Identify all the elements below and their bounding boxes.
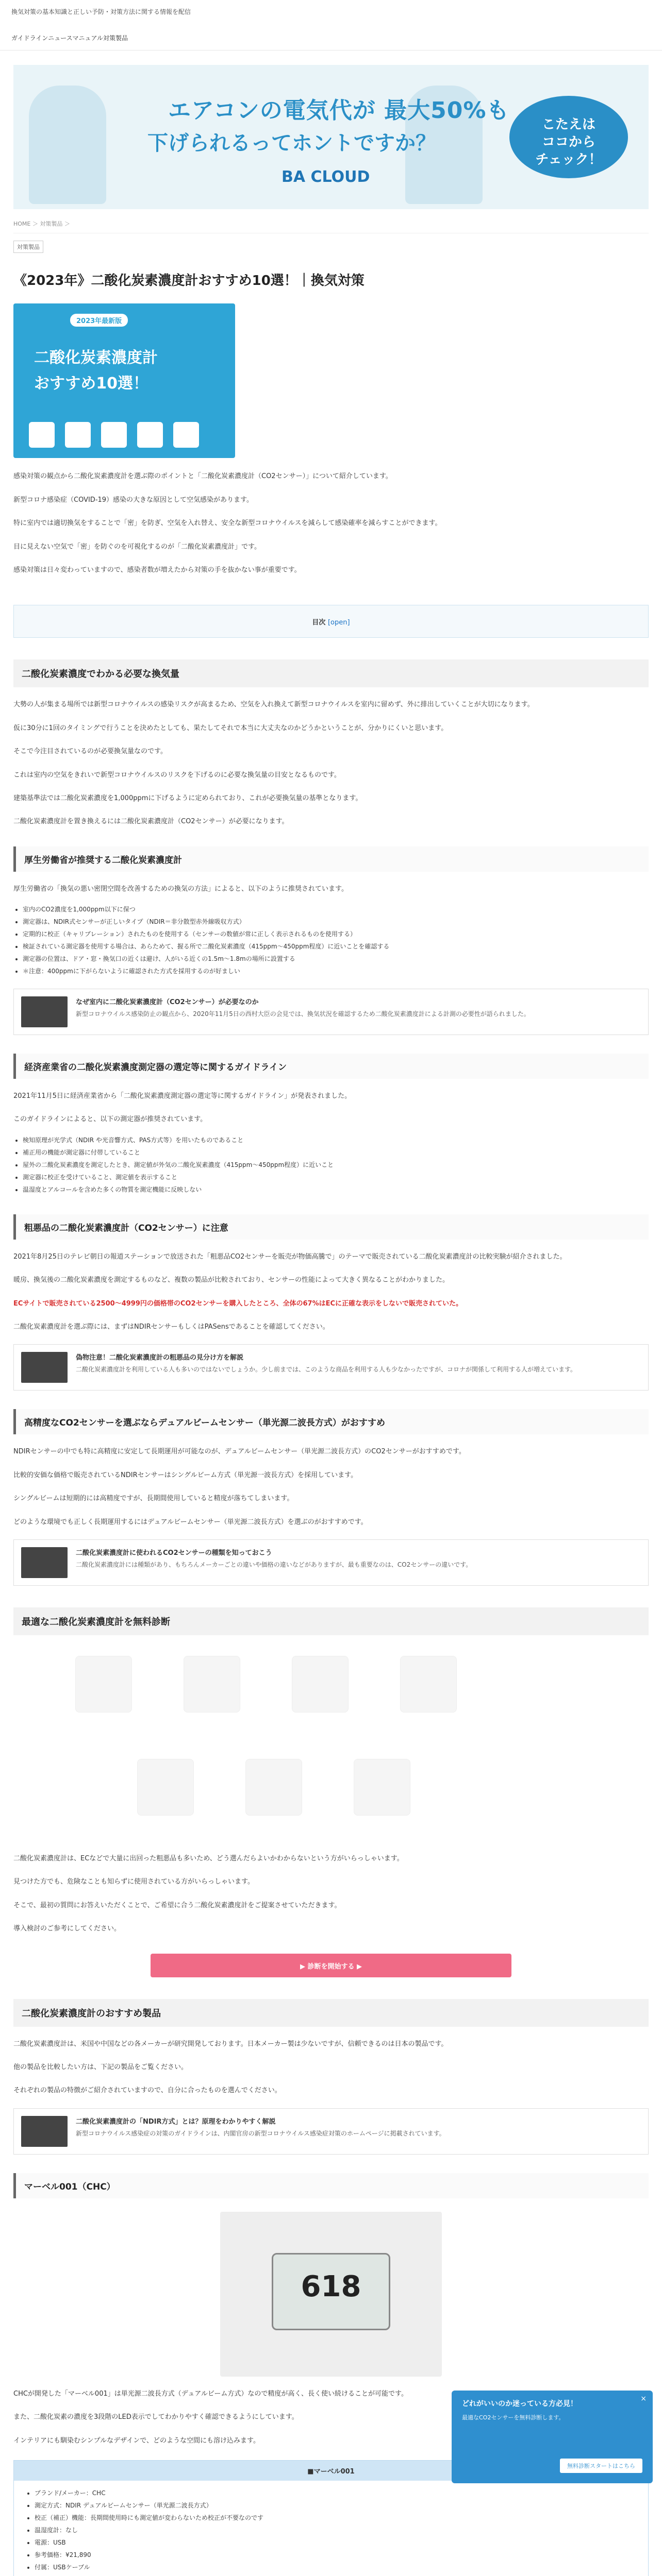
device-icon bbox=[137, 422, 163, 448]
product-paragraph: CHCが開発した「マーベル001」は単光源二波長方式（デュアルビーム方式）なので精度が高く、長く使い続けることが可能です。 bbox=[13, 2389, 408, 2398]
guideline-list bbox=[23, 1134, 649, 1196]
breadcrumb[interactable]: HOME ＞ 対策製品 ＞ bbox=[13, 221, 70, 227]
section-paragraph: 2021年11月5日に経済産業省から「二酸化炭素濃度測定器の選定等に関するガイドライン」が発表されました。 bbox=[13, 1092, 352, 1100]
device-icon bbox=[65, 422, 91, 448]
close-icon[interactable]: × bbox=[640, 2395, 647, 2403]
section-paragraph: 導入検討のご参考にしてください。 bbox=[13, 1925, 121, 1933]
start-diagnosis-button[interactable]: ▶ 診断を開始する ▶ bbox=[151, 1954, 511, 1977]
hero-line1: 二酸化炭素濃度計 bbox=[34, 349, 158, 367]
intro-paragraph: 感染対策は日々変わっていますので、感染者数が増えたから対策の手を抜かない事が重要です。 bbox=[13, 566, 301, 574]
device-icon bbox=[29, 422, 55, 448]
section-paragraph: 見つけた方でも、危険なことも知らずに使用されている方がいらっしゃいます。 bbox=[13, 1878, 254, 1886]
article-thumbnail bbox=[21, 1547, 68, 1578]
product-image bbox=[245, 1759, 302, 1816]
section-heading: 経済産業省の二酸化炭素濃度測定器の選定等に関するガイドライン bbox=[13, 1054, 649, 1079]
section-paragraph: そこで、最初の質問にお答えいただくことで、ご希望に合う二酸化炭素濃度計をご提案させていただきます。 bbox=[13, 1901, 341, 1909]
intro-paragraph: 特に室内では適切換気をすることで「密」を防ぎ、空気を入れ替え、安全な新型コロナウイルスを減らして感染確率を減らすことができます。 bbox=[13, 519, 442, 528]
toc-label: 目次 bbox=[312, 619, 326, 627]
banner-subhead: 下げられるってホントですか？ bbox=[147, 131, 436, 155]
product-image bbox=[137, 1759, 194, 1816]
section-paragraph: 大勢の人が集まる場所では新型コロナウイルスの感染リスクが高まるため、空気を入れ換えて新型コロナウイルスを室内に留めず、外に排出していくことが大切になります。 bbox=[13, 701, 534, 709]
product-heading: マーベル001（CHC） bbox=[13, 2173, 649, 2198]
banner-logo: BA CLOUD bbox=[282, 168, 370, 186]
article-thumbnail bbox=[21, 2116, 68, 2147]
card-desc: 二酸化炭素濃度計を利用している人も多いのではないでしょうか。少し前までは、このような商品を利用する人も少なかったですが、コロナが関係して利用する人が増えています。 bbox=[76, 1366, 577, 1374]
diagnosis-popup[interactable] bbox=[452, 2391, 653, 2483]
product-image bbox=[292, 1656, 349, 1713]
category-tag[interactable]: 対策製品 bbox=[13, 241, 43, 253]
section-paragraph: 建築基準法では二酸化炭素濃度を1,000ppmに下げるように定められており、これが必要換気量の基準となります。 bbox=[13, 794, 362, 802]
spec-item: • 測定方式：NDIR デュアルビームセンサー（単光源二波長方式） bbox=[35, 2499, 648, 2512]
popup-title: どれがいいのか迷っている方必見！ bbox=[462, 2400, 577, 2408]
article-thumbnail bbox=[21, 996, 68, 1027]
card-desc: 新型コロナウイルス感染防止の観点から、2020年11月5日の西村大臣の会見では、換気状況を確認するため二酸化炭素濃度計による計測の必要性が語られました。 bbox=[76, 1010, 530, 1018]
intro-paragraph: 新型コロナ感染症（COVID-19）感染の大きな原因として空気感染があります。 bbox=[13, 496, 254, 504]
section-paragraph: 暖房、換気後の二酸化炭素濃度を測定するものなど、複数の製品が比較されており、センサーの性能によって大きく異なることがわかりました。 bbox=[13, 1276, 450, 1284]
list-item: • 室内のCO2濃度を1,000ppm以下に保つ bbox=[23, 903, 649, 916]
product-image bbox=[354, 1759, 410, 1816]
spec-item: • ブランド/メーカー：CHC bbox=[35, 2487, 648, 2499]
spec-item: • 校正（補正）機能：長期間使用時にも測定値が変わらないため校正が不要なのです bbox=[35, 2512, 648, 2524]
section-paragraph: このガイドラインによると、以下の測定器が推奨されています。 bbox=[13, 1115, 207, 1124]
section-paragraph: 二酸化炭素濃度計は、米国や中国などの各メーカーが研究開発しております。日本メーカー製は少ないですが、信頼できるのは日本の製品です。 bbox=[13, 2040, 448, 2048]
card-desc: 新型コロナウイルス感染症の対策のガイドラインは、内閣官房の新型コロナウイルス感染症対策のホームページに掲載されています。 bbox=[76, 2129, 445, 2137]
section-heading: 厚生労働省が推奨する二酸化炭素濃度計 bbox=[13, 846, 649, 872]
list-item: • 屋外の二酸化炭素濃度を測定したとき、測定値が外気の二酸化炭素濃度（415ppm〜450ppm程度）に近いこと bbox=[23, 1159, 649, 1171]
product-paragraph: インテリアにも馴染むシンプルなデザインで、どのような空間にも溶け込みます。 bbox=[13, 2436, 260, 2445]
list-item: • ＊注意：400ppmに下がらないように確認された方式を採用するのが好ましい bbox=[23, 965, 649, 977]
section-heading: 二酸化炭素濃度計のおすすめ製品 bbox=[13, 1999, 649, 2027]
product-image bbox=[400, 1656, 457, 1713]
product-gallery bbox=[13, 1656, 649, 1841]
person-illustration bbox=[29, 86, 106, 204]
card-title: なぜ室内に二酸化炭素濃度計（CO2センサー）が必要なのか bbox=[76, 998, 259, 1007]
hero-badge: 2023年最新版 bbox=[70, 314, 128, 327]
card-title: 偽物注意！二酸化炭素濃度計の粗悪品の見分け方を解説 bbox=[76, 1354, 244, 1362]
section-paragraph: 比較的安価な価格で販売されているNDIRセンサーはシングルビーム方式（単光源一波長方式）を採用しています。 bbox=[13, 1471, 358, 1479]
spec-item: • 付属：USBケーブル bbox=[35, 2561, 648, 2573]
list-item: • 温湿度とアルコールを含めた多くの物質を測定機能に反映しない bbox=[23, 1183, 649, 1196]
list-item: • 測定器は、NDIR式センサーが正しいタイプ（NDIR＝非分散型赤外線吸収方式） bbox=[23, 916, 649, 928]
spec-item: • 電源：USB bbox=[35, 2536, 648, 2549]
section-heading: 二酸化炭素濃度でわかる必要な換気量 bbox=[13, 659, 649, 687]
section-paragraph: 仮に30分に1回のタイミングで行うことを決めたとしても、果たしてそれで本当に大丈夫なのかどうかということが、分かりにくいと思います。 bbox=[13, 724, 448, 732]
popup-desc: 最適なCO2センサーを無料診断します。 bbox=[462, 2414, 565, 2421]
device-icon bbox=[173, 422, 199, 448]
section-paragraph: NDIRセンサーの中でも特に高精度に安定して長期運用が可能なのが、デュアルビームセンサー（単光源二波長方式）のCO2センサーがおすすめです。 bbox=[13, 1448, 466, 1456]
section-heading: 粗悪品の二酸化炭素濃度計（CO2センサー）に注意 bbox=[13, 1214, 649, 1240]
intro-paragraph: 目に見えない空気で「密」を防ぐのを可視化するのが「二酸化炭素濃度計」です。 bbox=[13, 543, 261, 551]
device-icon bbox=[101, 422, 127, 448]
article-thumbnail bbox=[21, 1352, 68, 1383]
intro-paragraph: 感染対策の観点から二酸化炭素濃度計を選ぶ際のポイントと「二酸化炭素濃度計（CO2センサー）」について紹介しています。 bbox=[13, 472, 392, 481]
list-item: • 補正用の機能が測定器に付帯していること bbox=[23, 1146, 649, 1159]
spec-item: • 参考価格：¥21,890 bbox=[35, 2549, 648, 2561]
popup-start-button[interactable]: 無料診断スタートはこちら bbox=[560, 2459, 642, 2473]
section-paragraph: それぞれの製品の特徴がご紹介されていますので、自分に合ったものを選んでください。 bbox=[13, 2087, 282, 2095]
card-title: 二酸化炭素濃度計に使われるCO2センサーの種類を知っておこう bbox=[76, 1549, 272, 1557]
section-paragraph: どのような環境でも正しく長期運用するにはデュアルビームセンサー（単光源二波長方式）を選ぶのがおすすめです。 bbox=[13, 1518, 368, 1526]
hero-line2: おすすめ10選！ bbox=[34, 375, 149, 393]
product-image bbox=[75, 1656, 132, 1713]
section-paragraph: これは室内の空気をきれいで新型コロナウイルスのリスクを下げるのに必要な換気量の目安となるものです。 bbox=[13, 771, 341, 779]
ad-banner[interactable] bbox=[13, 65, 649, 209]
device-display: 618 bbox=[272, 2253, 390, 2330]
product-image bbox=[184, 1656, 240, 1713]
section-paragraph: シングルビームは短期的には高精度ですが、長期間使用していると精度が落ちてしまいます。 bbox=[13, 1495, 294, 1503]
related-article-card[interactable] bbox=[13, 1539, 649, 1586]
list-item: • 測定器の位置は、ドア・窓・換気口の近くは避け、人がいる近くの1.5m〜1.8mの場所に設置する bbox=[23, 953, 649, 965]
section-paragraph: 厚生労働省の「換気の悪い密閉空間を改善するための換気の方法」によると、以下のように推奨されています。 bbox=[13, 885, 348, 893]
banner-cta-bubble[interactable]: こたえは ココから チェック！ bbox=[509, 96, 628, 178]
spec-item: • 温湿度計：なし bbox=[35, 2524, 648, 2536]
list-item: • 測定器に校正を受けていること、測定値を表示すること bbox=[23, 1171, 649, 1183]
hero-image bbox=[13, 303, 235, 458]
product-photo bbox=[220, 2212, 442, 2377]
warning-text: ECサイトで販売されている2500〜4999円の価格帯のCO2センサーを購入したところ、全体の67%はECに正確な表示をしないで販売されていた。 bbox=[13, 1299, 463, 1308]
table-of-contents[interactable] bbox=[13, 605, 649, 638]
section-heading: 高精度なCO2センサーを選ぶならデュアルビームセンサー（単光源二波長方式）がおすすめ bbox=[13, 1409, 649, 1434]
related-article-card[interactable] bbox=[13, 989, 649, 1035]
section-paragraph: 二酸化炭素濃度計を置き換えるには二酸化炭素濃度計（CO2センサー）が必要になります。 bbox=[13, 818, 289, 826]
card-title: 二酸化炭素濃度計の「NDIR方式」とは？原理をわかりやすく解説 bbox=[76, 2117, 276, 2126]
main-nav[interactable]: ガイドラインニュースマニュアル対策製品 bbox=[0, 25, 662, 50]
section-paragraph: 他の製品を比較したい方は、下記の製品をご覧ください。 bbox=[13, 2063, 188, 2071]
section-paragraph: 2021年8月25日のテレビ朝日の報道ステーションで放送された「粗悪品CO2センサーを販売が物価高騰で」のテーマで販売されている二酸化炭素濃度計の比較実験が紹介されました。 bbox=[13, 1252, 567, 1261]
list-item: • 検証されている測定器を使用する場合は、あらためて、握る所で二酸化炭素濃度（415ppm〜450ppm程度）に近いことを確認する bbox=[23, 940, 649, 953]
section-paragraph: そこで今注目されているのが必要換気量なのです。 bbox=[13, 748, 167, 756]
section-paragraph: 二酸化炭素濃度計は、ECなどで大量に出回った粗悪品も多いため、どう選んだらよいかわからないという方がいらっしゃいます。 bbox=[13, 1854, 404, 1862]
banner-headline: エアコンの電気代が 最大50%も bbox=[168, 97, 510, 124]
section-paragraph: 二酸化炭素濃度計を選ぶ際には、まずはNDIRセンサーもしくはPASensであることを確認してください。 bbox=[13, 1323, 329, 1331]
related-article-card[interactable] bbox=[13, 2108, 649, 2155]
product-paragraph: また、二酸化炭素の濃度を3段階のLED表示でしてわかりやすく確認できるようにしています。 bbox=[13, 2413, 299, 2421]
list-item: • 定期的に校正（キャリブレーション）されたものを使用する（センサーの数値が常に正しく表示されるものを使用する） bbox=[23, 928, 649, 940]
spec-header: ■マーベル001 bbox=[14, 2461, 648, 2481]
site-tagline: 換気対策の基本知識と正しい予防・対策方法に関する情報を配信 bbox=[11, 8, 191, 15]
toc-toggle-link[interactable]: [open] bbox=[327, 619, 350, 627]
page-title: 《2023年》二酸化炭素濃度計おすすめ10選！｜換気対策 bbox=[13, 273, 365, 289]
card-desc: 二酸化炭素濃度計には種類があり、もちろんメーカーごとの違いや価格の違いなどがありますが、最も重要なのは、CO2センサーの違いです。 bbox=[76, 1561, 472, 1568]
related-article-card[interactable] bbox=[13, 1344, 649, 1391]
guideline-list bbox=[23, 903, 649, 977]
list-item: • 検知原理が光学式（NDIR や光音響方式、PAS方式等）を用いたものであること bbox=[23, 1134, 649, 1146]
section-heading: 最適な二酸化炭素濃度計を無料診断 bbox=[13, 1607, 649, 1635]
